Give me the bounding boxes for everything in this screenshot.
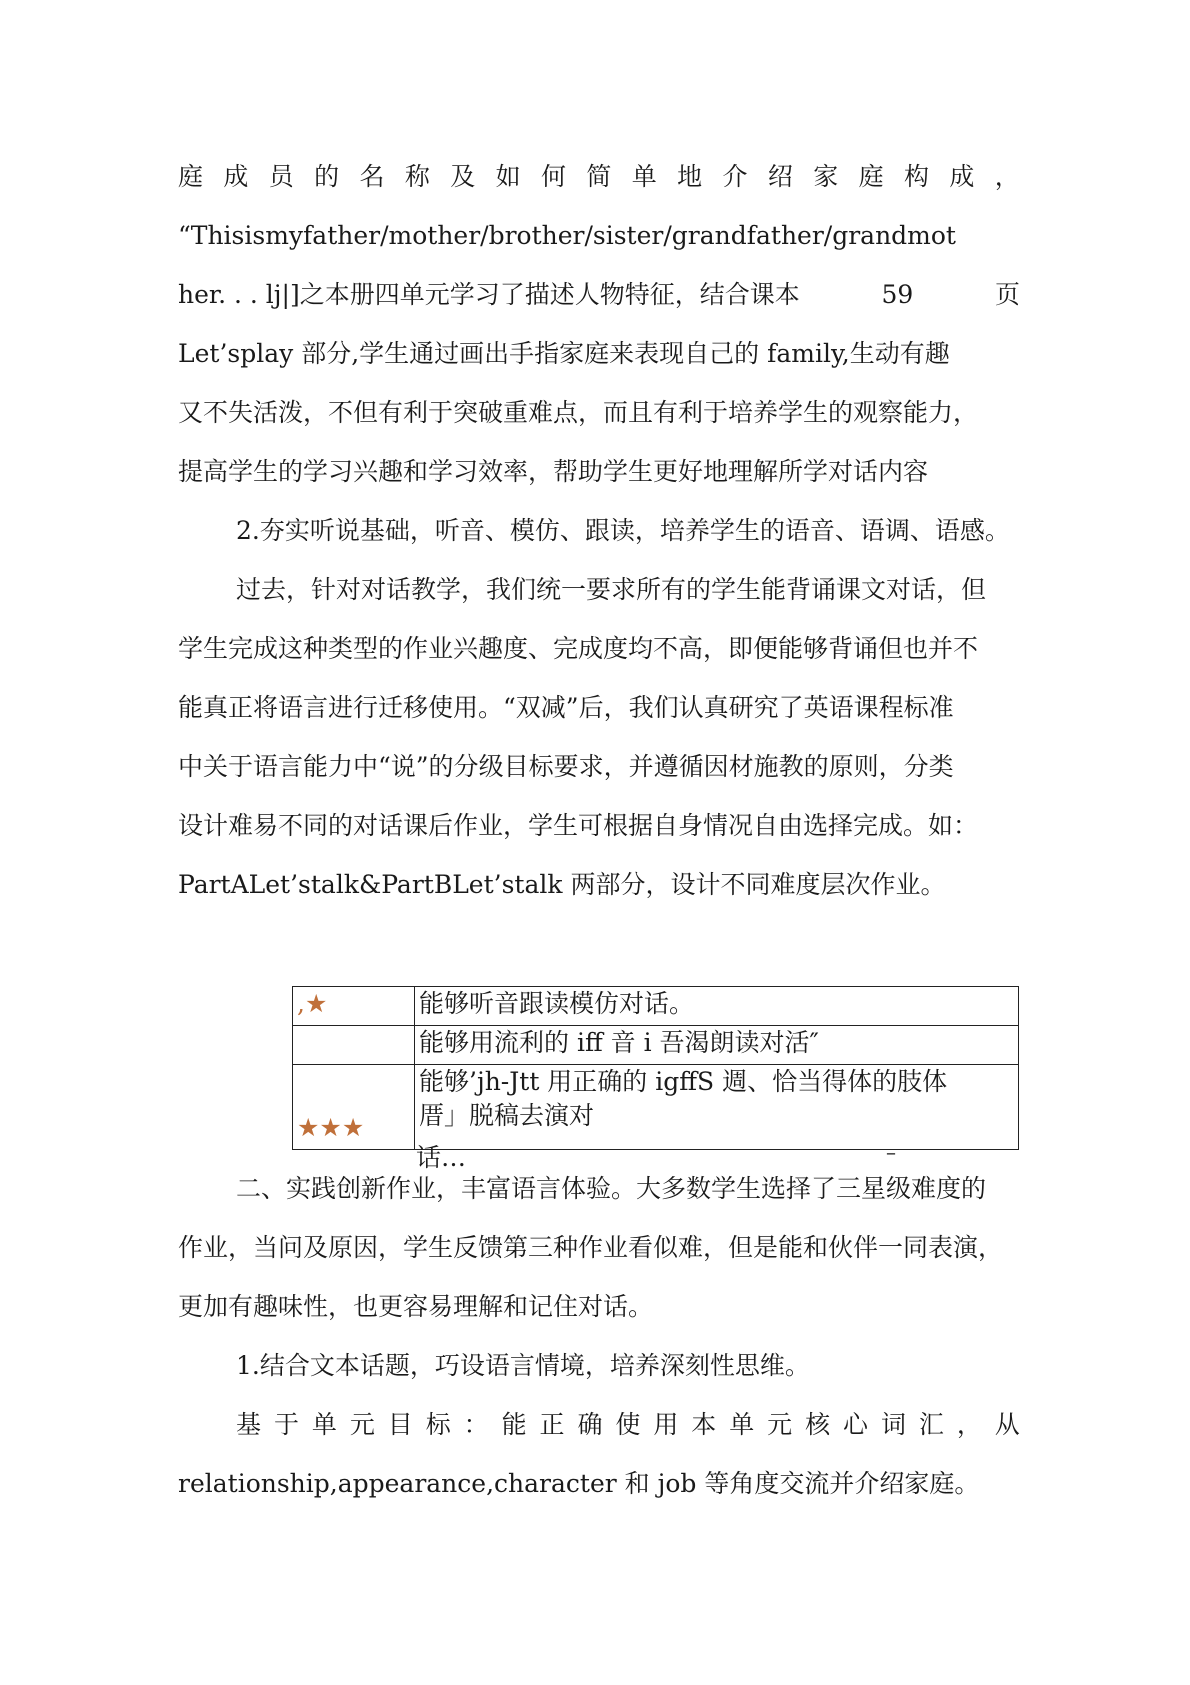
text-char: 称 [404, 162, 430, 191]
text-char: 核 [805, 1410, 831, 1439]
text-char: 于 [273, 1410, 299, 1439]
text-char: 庭 [858, 162, 884, 191]
paragraph-line: 设计难易不同的对话课后作业，学生可根据自身情况自由选择完成。如： [178, 811, 979, 840]
paragraph-line: “Thisismyfather/mother/brother/sister/grandfather/grandmot [178, 221, 956, 250]
text-char: 元 [349, 1410, 375, 1439]
text-char: 名 [359, 162, 385, 191]
text-char: 员 [268, 162, 294, 191]
paragraph-line [178, 160, 1020, 194]
text-run: her. . . lj|]之本册四单元学习了描述人物特征，结合课本 [178, 280, 800, 309]
paragraph-line: relationship,appearance,character 和 job 等角度交流并介绍家庭。 [178, 1469, 980, 1498]
text-char: 及 [450, 162, 476, 191]
table-row [293, 987, 1019, 1026]
stray-dash: – [886, 1140, 896, 1164]
paragraph-line: 又不失活泼，不但有利于突破重难点，而且有利于培养学生的观察能力， [178, 398, 979, 427]
text-char: 基 [236, 1410, 262, 1439]
text-char: 成 [223, 162, 249, 191]
star-rating: ★★★ [293, 1065, 415, 1150]
paragraph-line: 过去，针对对话教学，我们统一要求所有的学生能背诵课文对话，但 [236, 575, 987, 604]
text-char: 构 [904, 162, 930, 191]
cell-line: 厝」脱稿去演对 [419, 1101, 595, 1130]
text-char: 心 [843, 1410, 869, 1439]
text-char: 成 [949, 162, 975, 191]
text-char: 简 [586, 162, 612, 191]
text-char: 单 [631, 162, 657, 191]
paragraph-line: Let’splay 部分,学生通过画出手指家庭来表现自己的 family,生动有趣 [178, 339, 950, 368]
paragraph-line: PartALet’stalk&PartBLet’stalk 两部分，设计不同难度层次作业。 [178, 870, 946, 899]
text-char: 从 [994, 1410, 1020, 1439]
paragraph-line: 能真正将语言进行迁移使用。“双减”后，我们认真研究了英语课程标准 [178, 693, 954, 722]
text-char: 汇 [918, 1410, 944, 1439]
paragraph-line: 学生完成这种类型的作业兴趣度、完成度均不高，即便能够背诵但也并不 [178, 634, 979, 663]
text-char: 能 [501, 1410, 527, 1439]
text-char: 绍 [767, 162, 793, 191]
text-char: 词 [880, 1410, 906, 1439]
text-run: 59 [881, 280, 914, 309]
text-char: 庭 [178, 162, 204, 191]
text-char: 确 [577, 1410, 603, 1439]
star-rating [293, 1026, 415, 1065]
table-row [293, 1065, 1019, 1150]
text-char: 单 [311, 1410, 337, 1439]
paragraph-line [178, 278, 1020, 312]
text-char: 目 [387, 1410, 413, 1439]
section-heading: 1.结合文本话题，巧设语言情境，培养深刻性思维。 [236, 1351, 810, 1380]
paragraph-line: 二、实践创新作业，丰富语言体验。大多数学生选择了三星级难度的 [236, 1174, 987, 1203]
difficulty-table [292, 986, 1019, 1150]
text-char: 本 [691, 1410, 717, 1439]
text-char: ， [994, 162, 1020, 191]
text-char: 如 [495, 162, 521, 191]
text-run: 页 [994, 280, 1020, 309]
paragraph-line: 中关于语言能力中“说”的分级目标要求，并遵循因材施教的原则，分类 [178, 752, 954, 781]
text-char: ： [463, 1410, 489, 1439]
paragraph-line: 作业，当问及原因，学生反馈第三种作业看似难，但是能和伙伴一同表演， [178, 1233, 1004, 1262]
text-char: 使 [615, 1410, 641, 1439]
star-rating: ,★ [293, 987, 415, 1026]
text-char: 地 [677, 162, 703, 191]
text-char: 家 [813, 162, 839, 191]
table-overflow-text: 话… [416, 1143, 467, 1172]
text-char: 标 [425, 1410, 451, 1439]
table-cell: 能够听音跟读模仿对话。 [415, 987, 1019, 1026]
text-char: 介 [722, 162, 748, 191]
table-cell: 能够用流利的 iff 音 i 吾渴朗读对活″ [415, 1026, 1019, 1065]
text-char: 用 [653, 1410, 679, 1439]
text-char: 正 [539, 1410, 565, 1439]
table-row [293, 1026, 1019, 1065]
paragraph-line [236, 1408, 1020, 1442]
paragraph-line: 更加有趣味性，也更容易理解和记住对话。 [178, 1292, 654, 1321]
section-heading: 2.夯实听说基础，听音、模仿、跟读，培养学生的语音、语调、语感。 [236, 516, 1010, 545]
table-cell [415, 1065, 1019, 1150]
text-char: 何 [541, 162, 567, 191]
text-char: 元 [767, 1410, 793, 1439]
text-char: ， [956, 1410, 982, 1439]
text-char: 单 [729, 1410, 755, 1439]
text-char: 的 [314, 162, 340, 191]
cell-line: 能够’jh-Jtt 用正确的 igffS 週、恰当得体的肢体 [419, 1067, 948, 1096]
paragraph-line: 提高学生的学习兴趣和学习效率，帮助学生更好地理解所学对话内容 [178, 457, 929, 486]
